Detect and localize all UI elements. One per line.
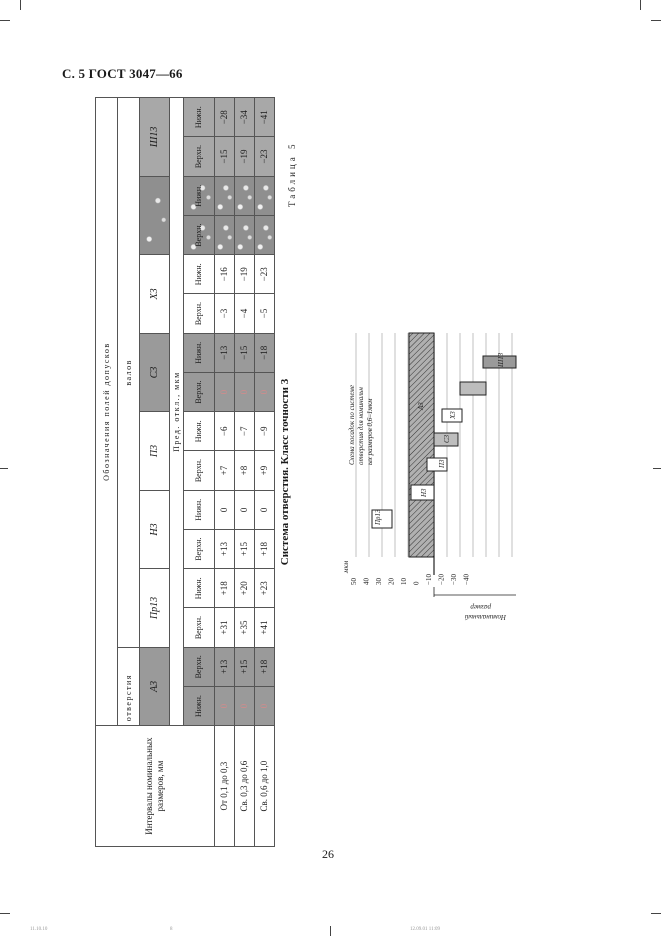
fit-diagram-svg [336,325,526,621]
table-cell: −13 [214,333,234,372]
diagram-title: ых размеров 0,6–1мкм [366,398,374,465]
table-cell: 0 [254,686,274,725]
table-cell: −19 [234,255,254,294]
table-cell: 0 [214,490,234,529]
lower-deviation-header: Нижн. [184,333,214,372]
axis-label: Номинальный [464,613,506,621]
page-header: С. 5 ГОСТ 3047—66 [62,66,183,81]
table-cell: +20 [234,569,254,608]
y-tick-label: −30 [450,574,458,585]
fit-label: П3 [438,459,446,468]
hole-field-bar [409,333,434,557]
diagram-title: Схема посадок по системе [348,385,356,465]
y-tick-label: 50 [350,578,358,585]
crop-mark [651,20,661,21]
fit-label: Пр13 [374,509,382,525]
size-interval-cell: Св. 0,6 до 1,0 [254,726,274,847]
table-cell: −16 [214,255,234,294]
crop-mark [0,468,8,469]
lower-deviation-header: Нижн. [184,412,214,451]
y-tick-label: 0 [412,581,421,585]
table-cell: 0 [254,372,274,411]
table-cell: +23 [254,569,274,608]
size-interval-cell: От 0,1 до 0,3 [214,726,234,847]
y-tick-label: 20 [387,578,396,585]
lower-deviation-header: Нижн. [184,98,214,137]
table-cell: −9 [254,412,274,451]
shafts-header: валов [118,98,140,648]
field-name: Ш13 [140,98,170,177]
lower-deviation-header: Нижн. [184,686,214,725]
field-name [140,176,170,255]
field-name: A3 [140,647,170,726]
table-cell: −23 [254,137,274,176]
fit-label: C3 [443,434,451,443]
page-number: 26 [322,847,334,861]
y-tick-label: 10 [400,578,408,585]
table-cell: −3 [214,294,234,333]
table-cell: 0 [214,686,234,725]
table-cell: −5 [254,294,274,333]
table-cell: −23 [254,255,274,294]
lower-deviation-header: Нижн. [184,490,214,529]
table-container [95,97,301,847]
table-cell: +8 [234,451,254,490]
fit-label: H3 [420,488,428,497]
field-name: X3 [140,255,170,334]
table-cell: −41 [254,98,274,137]
table-cell: +18 [254,647,274,686]
table-cell [254,176,274,215]
table-cell: 0 [214,372,234,411]
table-cell: +9 [254,451,274,490]
table-cell: +35 [234,608,254,647]
y-tick-label: −40 [462,574,471,585]
footer-left: 11.10.10 [30,927,48,932]
table-cell: +7 [214,451,234,490]
fit-label: X3 [449,411,457,419]
crop-mark [653,468,661,469]
crop-mark [0,20,10,21]
field-name: П3 [140,412,170,491]
table-cell: +15 [234,529,254,568]
holes-header: отверстия [118,647,140,726]
axis-label: размер [470,603,491,611]
fit-diagram [336,325,526,621]
table-cell: −7 [234,412,254,451]
y-tick-label: 30 [375,578,383,585]
deviations-header: Пред. откл., мкм [170,98,184,726]
fit-label: A3 [417,402,425,410]
y-tick-label: −20 [437,574,446,585]
fit-bar [460,382,486,395]
table-caption: Система отверстия. Класс точности 3 [279,378,291,566]
table-cell: −19 [234,137,254,176]
table-cell: +13 [214,529,234,568]
size-intervals-header: Интервалы номинальных размеров, мм [96,726,215,847]
table-cell [234,215,254,254]
table-cell: +18 [254,529,274,568]
field-name: Пр13 [140,569,170,648]
upper-deviation-header: Верхн. [184,647,214,686]
field-name: C3 [140,333,170,412]
table-cell: −4 [234,294,254,333]
table-cell: −28 [214,98,234,137]
fit-label: Ш13 [497,352,505,367]
table-cell: 0 [254,490,274,529]
crop-mark [651,913,661,914]
crop-mark [330,926,331,936]
table-cell: +13 [214,647,234,686]
lower-deviation-header: Нижн. [184,255,214,294]
crop-mark [20,0,21,10]
size-interval-cell: Св. 0,3 до 0,6 [234,726,254,847]
table-cell [234,176,254,215]
unit-label: мкм [342,560,350,573]
table-cell: +41 [254,608,274,647]
table-cell: 0 [234,372,254,411]
table-cell: −15 [214,137,234,176]
tolerance-table [95,97,275,847]
upper-deviation-header: Верхн. [184,137,214,176]
tolerance-fields-header: Обозначения полей допусков [96,98,118,726]
field-name: H3 [140,490,170,569]
table-cell: +15 [234,647,254,686]
upper-deviation-header: Верхн. [184,372,214,411]
table-cell: −15 [234,333,254,372]
table-cell: −6 [214,412,234,451]
upper-deviation-header: Верхн. [184,608,214,647]
crop-mark [0,913,10,914]
table-cell [254,215,274,254]
footer-right: 12.09.01 11:09 [410,927,440,932]
table-cell: +31 [214,608,234,647]
footer-mid: 8 [170,927,173,932]
diagram-title: отверстия для номинальн [357,387,365,465]
table-cell: −34 [234,98,254,137]
table-cell: +18 [214,569,234,608]
upper-deviation-header: Верхн. [184,215,214,254]
table-cell [214,215,234,254]
upper-deviation-header: Верхн. [184,529,214,568]
lower-deviation-header: Нижн. [184,569,214,608]
lower-deviation-header: Нижн. [184,176,214,215]
table-cell: 0 [234,686,254,725]
table-number: Таблица 5 [287,141,297,207]
y-tick-label: −10 [425,574,433,585]
upper-deviation-header: Верхн. [184,451,214,490]
table-cell [214,176,234,215]
upper-deviation-header: Верхн. [184,294,214,333]
crop-mark [640,0,641,10]
y-tick-label: 40 [362,578,371,585]
table-cell: −18 [254,333,274,372]
table-cell: 0 [234,490,254,529]
